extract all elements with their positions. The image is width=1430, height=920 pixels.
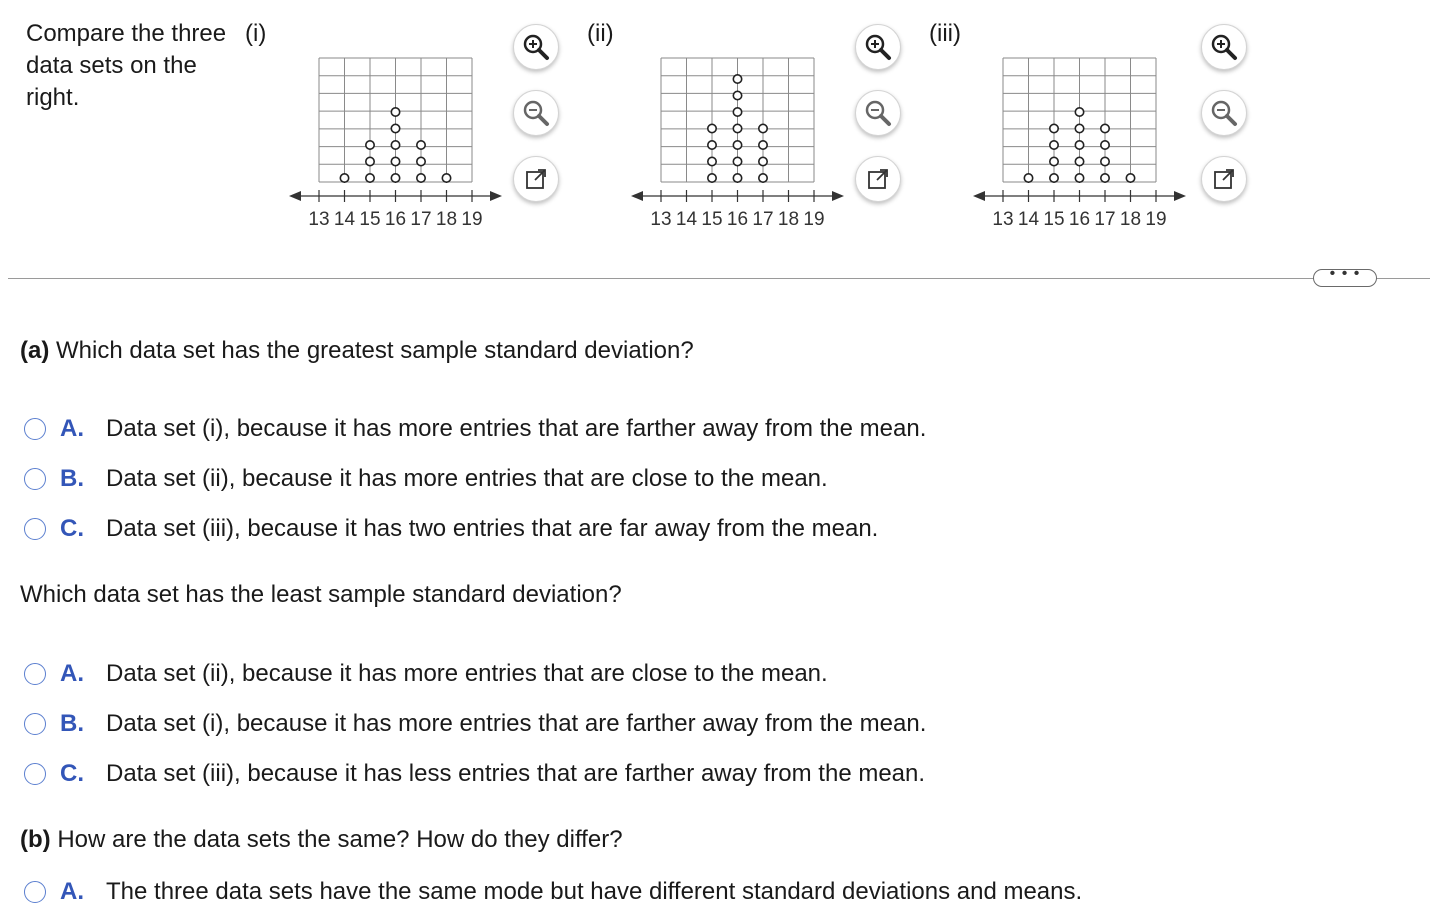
data-dot	[417, 157, 425, 165]
data-dot	[1075, 141, 1083, 149]
data-dot	[733, 91, 741, 99]
radio-button[interactable]	[24, 663, 46, 685]
axis-arrow-left	[973, 191, 985, 201]
question-prefix: (b)	[20, 826, 51, 853]
data-dot	[1101, 141, 1109, 149]
axis-arrow-right	[832, 191, 844, 201]
data-dot	[391, 124, 399, 132]
data-dot	[1101, 124, 1109, 132]
zoom-in-button[interactable]	[513, 24, 559, 70]
data-dot	[708, 141, 716, 149]
question-a	[20, 335, 694, 367]
tick-label: 17	[752, 209, 774, 230]
option-a-least-1[interactable]	[24, 657, 828, 691]
option-letter: A.	[60, 415, 84, 442]
data-dot	[391, 108, 399, 116]
data-dot	[733, 157, 741, 165]
zoom-in-icon	[863, 32, 893, 62]
radio-button[interactable]	[24, 881, 46, 903]
radio-button[interactable]	[24, 518, 46, 540]
plot-label: (i)	[245, 20, 267, 47]
data-dot	[733, 124, 741, 132]
zoom-out-icon	[863, 98, 893, 128]
data-dot	[733, 141, 741, 149]
data-dot	[366, 174, 374, 182]
data-dot	[1050, 124, 1058, 132]
tick-label: 15	[1043, 209, 1065, 230]
popout-button[interactable]	[1201, 156, 1247, 202]
popout-icon	[865, 166, 891, 192]
tick-label: 13	[308, 209, 330, 230]
more-button[interactable]: • • •	[1313, 269, 1377, 287]
data-dot	[391, 174, 399, 182]
question-prefix: (a)	[20, 337, 50, 364]
data-dot	[759, 124, 767, 132]
zoom-out-button[interactable]	[855, 90, 901, 136]
tick-label: 16	[726, 209, 749, 230]
zoom-in-icon	[1209, 32, 1239, 62]
option-a-least-3[interactable]	[24, 757, 925, 791]
option-text: The three data sets have the same mode but have different standard deviations and means.	[106, 878, 1083, 905]
data-dot	[708, 157, 716, 165]
dot-plot-ii	[587, 18, 847, 248]
tick-label: 14	[333, 209, 356, 230]
data-dot	[1050, 174, 1058, 182]
option-a1[interactable]	[24, 412, 926, 446]
zoom-in-button[interactable]	[855, 24, 901, 70]
data-dot	[708, 124, 716, 132]
zoom-out-icon	[521, 98, 551, 128]
radio-button[interactable]	[24, 468, 46, 490]
question-text: Which data set has the greatest sample standard deviation?	[56, 337, 694, 364]
option-a3[interactable]	[24, 512, 878, 546]
data-dot	[1075, 157, 1083, 165]
popout-icon	[1211, 166, 1237, 192]
data-dot	[733, 174, 741, 182]
tick-label: 16	[1068, 209, 1091, 230]
tick-label: 18	[435, 209, 458, 230]
data-dot	[1024, 174, 1032, 182]
zoom-in-button[interactable]	[1201, 24, 1247, 70]
axis-arrow-right	[490, 191, 502, 201]
zoom-out-icon	[1209, 98, 1239, 128]
tick-label: 18	[1119, 209, 1142, 230]
tick-label: 17	[1094, 209, 1116, 230]
option-text: Data set (i), because it has more entries that are farther away from the mean.	[106, 415, 927, 442]
tick-label: 14	[1017, 209, 1040, 230]
zoom-in-icon	[521, 32, 551, 62]
option-a2[interactable]	[24, 462, 828, 496]
popout-button[interactable]	[855, 156, 901, 202]
data-dot	[1075, 124, 1083, 132]
option-letter: C.	[60, 760, 84, 787]
data-dot	[391, 157, 399, 165]
data-dot	[442, 174, 450, 182]
dot-plot-iii	[929, 18, 1199, 248]
option-letter: B.	[60, 465, 84, 492]
option-text: Data set (iii), because it has two entries that are far away from the mean.	[106, 515, 879, 542]
tick-label: 15	[359, 209, 381, 230]
popout-icon	[523, 166, 549, 192]
data-dot	[1126, 174, 1134, 182]
question-a-least: Which data set has the least sample standard deviation?	[20, 581, 622, 608]
axis-arrow-left	[631, 191, 643, 201]
option-b1[interactable]	[24, 875, 1082, 909]
tick-label: 16	[384, 209, 407, 230]
data-dot	[1101, 157, 1109, 165]
option-a-least-2[interactable]	[24, 707, 926, 741]
option-letter: A.	[60, 660, 84, 687]
data-dot	[1075, 108, 1083, 116]
radio-button[interactable]	[24, 763, 46, 785]
radio-button[interactable]	[24, 418, 46, 440]
intro-text: Compare the three data sets on the right.	[26, 20, 227, 111]
option-letter: C.	[60, 515, 84, 542]
data-dot	[1075, 174, 1083, 182]
data-dot	[759, 141, 767, 149]
data-dot	[733, 108, 741, 116]
tick-label: 13	[650, 209, 672, 230]
data-dot	[366, 157, 374, 165]
tick-label: 18	[777, 209, 800, 230]
data-dot	[733, 75, 741, 83]
option-text: Data set (ii), because it has more entries that are close to the mean.	[106, 660, 828, 687]
tick-label: 19	[1145, 209, 1167, 230]
tick-label: 15	[701, 209, 723, 230]
data-dot	[1050, 157, 1058, 165]
data-dot	[1101, 174, 1109, 182]
zoom-out-button[interactable]	[513, 90, 559, 136]
tick-label: 13	[992, 209, 1014, 230]
tick-label: 19	[461, 209, 483, 230]
plot-label: (iii)	[929, 20, 961, 47]
axis-arrow-right	[1174, 191, 1186, 201]
section-divider	[8, 278, 1430, 279]
option-text: Data set (ii), because it has more entries that are close to the mean.	[106, 465, 828, 492]
question-b	[20, 824, 623, 856]
option-text: Data set (i), because it has more entries that are farther away from the mean.	[106, 710, 927, 737]
popout-button[interactable]	[513, 156, 559, 202]
data-dot	[391, 141, 399, 149]
tick-label: 17	[410, 209, 432, 230]
data-dot	[708, 174, 716, 182]
data-dot	[759, 174, 767, 182]
dot-plot-i	[245, 18, 505, 248]
tick-label: 14	[675, 209, 698, 230]
radio-button[interactable]	[24, 713, 46, 735]
zoom-out-button[interactable]	[1201, 90, 1247, 136]
data-dot	[340, 174, 348, 182]
data-dot	[759, 157, 767, 165]
data-dot	[417, 174, 425, 182]
plot-label: (ii)	[587, 20, 614, 47]
data-dot	[1050, 141, 1058, 149]
option-letter: A.	[60, 878, 84, 905]
data-dot	[366, 141, 374, 149]
question-text: How are the data sets the same? How do they differ?	[57, 826, 623, 853]
option-text: Data set (iii), because it has less entries that are farther away from the mean.	[106, 760, 926, 787]
option-letter: B.	[60, 710, 84, 737]
data-dot	[417, 141, 425, 149]
tick-label: 19	[803, 209, 825, 230]
axis-arrow-left	[289, 191, 301, 201]
